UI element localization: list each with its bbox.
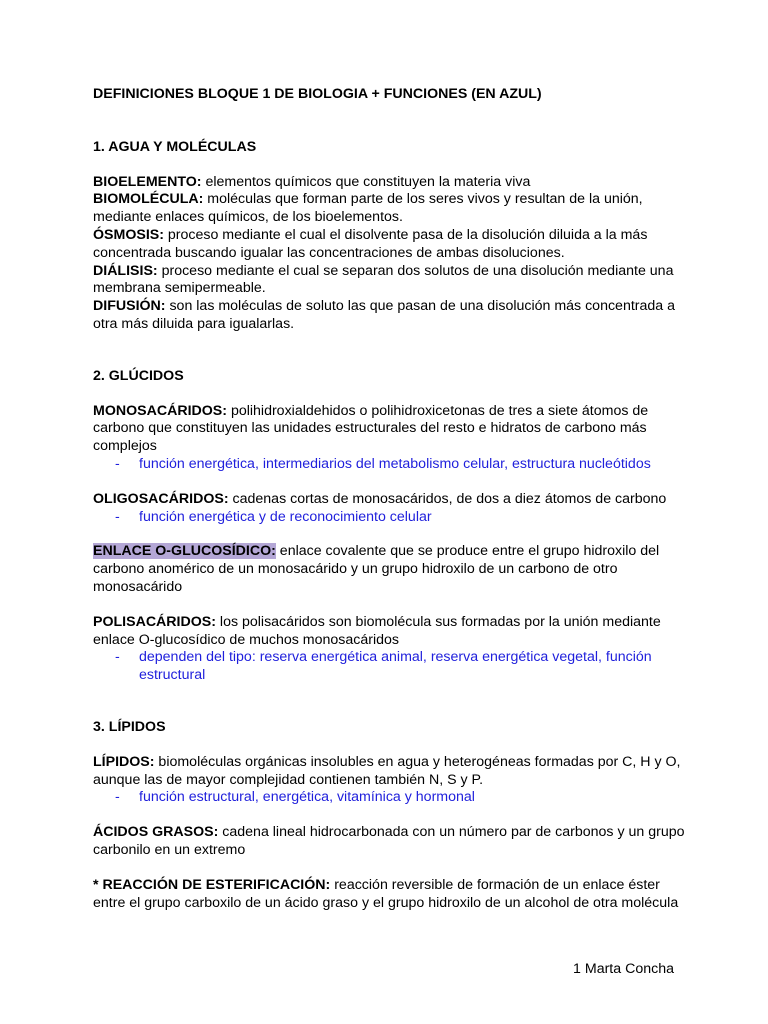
definition-term: * REACCIÓN DE ESTERIFICACIÓN: (93, 876, 331, 893)
definition-group (93, 174, 685, 334)
definition-osmosis (93, 227, 685, 263)
function-text: función estructural, energética, vitamínica y hormonal (139, 789, 475, 806)
definition-text: biomoléculas orgánicas insolubles en agua y heterogéneas formadas por C, H y O, aunque las de mayor complejidad contienen también N, S y P. (93, 753, 681, 788)
definition-biomolecula (93, 191, 685, 227)
page-footer: 1 Marta Concha (573, 961, 674, 977)
definition-bioelemento (93, 174, 685, 192)
definition-text: cadenas cortas de monosacáridos, de dos a diez átomos de carbono (228, 490, 667, 507)
definition-term: LÍPIDOS: (93, 753, 155, 770)
definition-term: POLISACÁRIDOS: (93, 613, 216, 630)
bullet-dash: - (115, 455, 120, 472)
definition-text: moléculas que forman parte de los seres vivos y resultan de la unión, mediante enlaces químicos, de los bioelementos. (93, 191, 643, 226)
definition-enlace-o-glucosidico (93, 543, 685, 596)
definition-paragraph (93, 877, 685, 913)
definition-paragraph (93, 403, 685, 456)
definition-text: los polisacáridos son biomolécula sus formadas por la unión mediante enlace O-glucosídico de muchos monosacáridos (93, 613, 661, 648)
definition-oligosacaridos (93, 491, 685, 527)
definition-text: proceso mediante el cual se separan dos solutos de una disolución mediante una membrana semipermeable. (93, 262, 674, 297)
function-bullet (93, 509, 685, 527)
section-heading: 2. GLÚCIDOS (93, 367, 184, 384)
definition-text: polihidroxialdehidos o polihidroxicetonas de tres a siete átomos de carbono que constituyen las unidades estructurales del resto e hidratos de carbono más complejos (93, 402, 649, 455)
highlighted-term: ENLACE O-GLUCOSÍDICO: (93, 543, 276, 560)
function-text: función energética y de reconocimiento celular (139, 508, 432, 525)
function-bullet (93, 789, 685, 807)
section-agua-moleculas (93, 139, 685, 368)
definition-term: OLIGOSACÁRIDOS: (93, 490, 229, 507)
section-glucidos (93, 368, 685, 719)
definition-monosacaridos (93, 403, 685, 474)
definition-text: reacción reversible de formación de un enlace éster entre el grupo carboxilo de un ácido graso y el grupo hidroxilo de un alcohol de otra molécula (93, 876, 679, 911)
definition-polisacaridos (93, 614, 685, 685)
definition-text: enlace covalente que se produce entre el grupo hidroxilo del carbono anomérico de un monosacárido y un grupo hidroxilo de un carbono de otro monosacárido (93, 543, 660, 595)
definition-paragraph (93, 754, 685, 790)
definition-paragraph (93, 614, 685, 650)
spacer (93, 702, 685, 719)
definition-lipidos (93, 754, 685, 807)
definition-paragraph (93, 491, 685, 509)
definition-text: son las moléculas de soluto las que pasan de una disolución más concentrada a otra más diluida para igualarlas. (93, 298, 676, 332)
definition-dialisis (93, 263, 685, 299)
definition-text: elementos químicos que constituyen la materia viva (201, 173, 531, 190)
definition-difusion (93, 298, 685, 334)
spacer (93, 351, 685, 368)
definition-text: cadena lineal hidrocarbonada con un número par de carbonos y un grupo carbonilo en un extremo (93, 824, 685, 858)
definition-term: MONOSACÁRIDOS: (93, 402, 227, 419)
definition-paragraph (93, 543, 685, 596)
definition-acidos-grasos (93, 824, 685, 860)
definition-term: BIOELEMENTO: (93, 173, 202, 190)
document-title: DEFINICIONES BLOQUE 1 DE BIOLOGIA + FUNCIONES (EN AZUL) (93, 86, 542, 102)
section-lipidos (93, 719, 685, 912)
definition-paragraph (93, 824, 685, 860)
function-text: dependen del tipo: reserva energética animal, reserva energética vegetal, función estructural (139, 649, 652, 684)
section-heading: 3. LÍPIDOS (93, 718, 166, 735)
definition-esterificacion (93, 877, 685, 913)
definition-term: ÁCIDOS GRASOS: (93, 824, 219, 841)
definition-term: BIOMOLÉCULA: (93, 191, 204, 208)
definition-text: proceso mediante el cual el disolvente pasa de la disolución diluida a la más concentrada buscando igualar las concentraciones de ambas disoluciones. (93, 226, 648, 261)
bullet-dash: - (115, 789, 120, 806)
document-body (93, 86, 685, 912)
bullet-dash: - (115, 649, 120, 666)
function-text: función energética, intermediarios del metabolismo celular, estructura nucleótidos (139, 455, 651, 472)
function-bullet (93, 456, 685, 474)
section-heading: 1. AGUA Y MOLÉCULAS (93, 138, 257, 155)
definition-term: DIÁLISIS: (93, 262, 158, 279)
definition-term: ÓSMOSIS: (93, 226, 164, 243)
function-bullet (93, 649, 685, 685)
definition-term: DIFUSIÓN: (93, 298, 166, 315)
bullet-dash: - (115, 508, 120, 525)
